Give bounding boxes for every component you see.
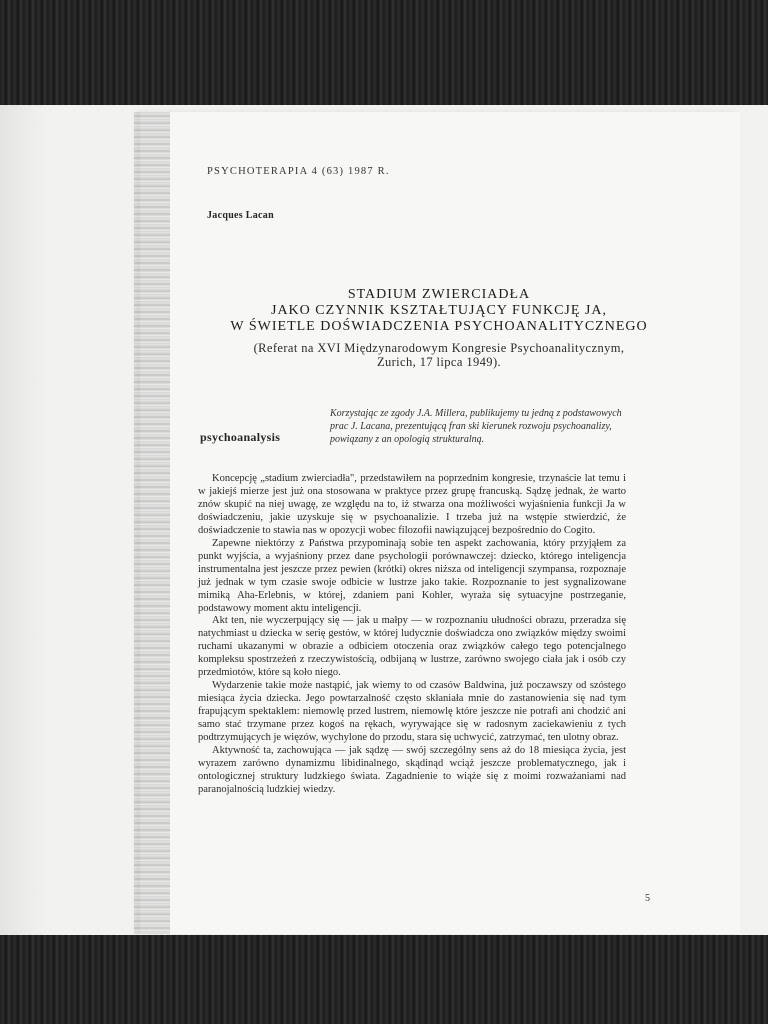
book-gutter-shadow (134, 112, 170, 934)
body-paragraph: Aktywność ta, zachowująca — jak sądzę — swój szczególny sens aż do 18 miesiąca życia, jest wyrazem zarówno dynamizmu libidinalnego, skądinąd wciąż jeszcze problematycznego, jak i ontologicznej struktury ludzkiego świata. Zagadnienie to wiąże się z moimi rozważaniami nad paranojalnością ludzkiej wiedzy. (198, 745, 626, 795)
article-body (198, 473, 626, 797)
page-number: 5 (645, 893, 650, 904)
journal-header: PSYCHOTERAPIA 4 (63) 1987 R. (207, 166, 390, 177)
body-paragraph: Zapewne niektórzy z Państwa przypominają sobie ten aspekt zachowania, który przyjąłem za punkt wyjścia, a wyjaśniony przez dane psychologii porównawczej: dziecko, którego inteligencja instrumentalna jest jeszcze przez pewien (krótki) okres niższa od inteligencji szympansa, rozpoznaje już jednak w tym czasie swoje odbicie w lustrze jako takie. Rozpoznanie to jest sygnalizowane mimiką Aha-Erlebnis, w której, zdaniem pani Kohler, wyraża się sytuacyjne postrzeganie, podstawowy moment aktu inteligencji. (198, 537, 626, 614)
title-line: STADIUM ZWIERCIADŁA (347, 287, 531, 302)
side-label: psychoanalysis (200, 430, 281, 444)
scan-dark-band-bottom (0, 935, 768, 1024)
scan-dark-band-top (0, 0, 768, 105)
title-line: W ŚWIETLE DOŚWIADCZENIA PSYCHOANALITYCZNEGO (230, 319, 648, 334)
scanner-left-margin (0, 105, 48, 935)
editor-note: Korzystając ze zgody J.A. Millera, publikujemy tu jedną z podstawowych prac J. Lacana, prezentującą fran ski kierunek rozwoju psychoanalizy, powiązany z an opologią strukturalną. (330, 408, 622, 445)
article-title (200, 287, 678, 369)
subtitle-line: (Referat na XVI Międzynarodowym Kongresie Psychoanalitycznym, (253, 341, 625, 355)
body-paragraph: Koncepcję „stadium zwierciadła", przedstawiłem na poprzednim kongresie, trzynaście lat temu i w jakiejś mierze jest już ona stosowana w praktyce przez grupę francuską. Sądzę jednak, że warto znów skupić na niej uwagę, ze względu na to, iż stwarza ona możliwości wyjaśnienia funkcji Ja w doświadczeniu, jakie uzyskuje się w psychoanalizie. I trzeba już na wstępie stwierdzić, że doświadczenie to stawia nas w opozycji wobec filozofii nawiązującej bezpośrednio do Cogito. (198, 473, 626, 536)
subtitle-line: Zurich, 17 lipca 1949). (376, 355, 502, 369)
body-paragraph: Wydarzenie takie może nastąpić, jak wiemy to od czasów Baldwina, już poczawszy od szóstego miesiąca życia dziecka. Jego powtarzalność często skłaniała mnie do zastanowienia się nad tym frapującym spektaklem: niemowlę przed lustrem, niemowlę które jeszcze nie potrafi ani chodzić ani samo stać trzymane przez kogoś na rękach, wyrywające się w radosnym zaciekawieniu z tych podtrzymujących je więzów, wychylone do przodu, stara się uchwycić, zatrzymać, ten ulotny obraz. (198, 680, 626, 744)
author-name: Jacques Lacan (207, 210, 274, 221)
title-line: JAKO CZYNNIK KSZTAŁTUJĄCY FUNKCJĘ JA, (271, 303, 607, 318)
body-paragraph: Akt ten, nie wyczerpujący się — jak u małpy — w rozpoznaniu ułudności obrazu, przeradza się natychmiast u dziecka w serię gestów, w której ludycznie doświadcza ono związków między swoimi ruchami ukazanymi w obrazie a odbiciem otoczenia oraz związków całego tego potencjalnego kompleksu spostrzeżeń z rzeczywistością, odbijaną w lustrze, zarówno swojego ciała jak i osób czy przedmiotów, które są koło niego. (198, 615, 626, 679)
